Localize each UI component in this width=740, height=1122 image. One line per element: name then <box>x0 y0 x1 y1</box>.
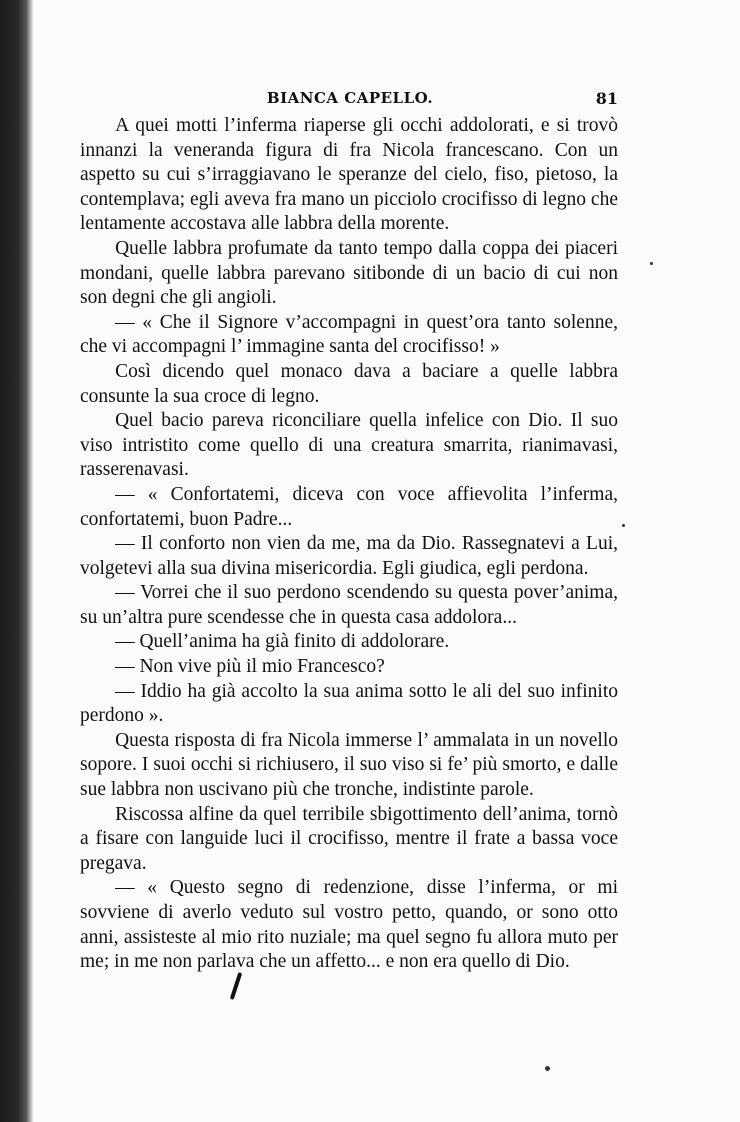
paragraph: — « Questo segno di redenzione, disse l’inferma, or mi sovviene di averlo veduto sul vostro petto, quando, or sono otto anni, assisteste al mio rito nuziale; ma quel segno fu allora muto per me; in me non parlava che un affetto... e non era quello di Dio. <box>80 877 618 973</box>
paragraph: Questa risposta di fra Nicola immerse l’ ammalata in un novello sopore. I suoi occhi si richiusero, il suo viso si fe’ più smorto, e dalle sue labbra non uscivano più che tronche, indistinte parole. <box>80 729 618 801</box>
body-text <box>80 114 618 975</box>
paragraph: — Il conforto non vien da me, ma da Dio. Rassegnatevi a Lui, volgetevi alla sua divina misericordia. Egli giudica, egli perdona. <box>80 533 618 579</box>
ink-speck <box>650 262 653 265</box>
running-title: BIANCA CAPELLO. <box>266 89 434 107</box>
paragraph: Così dicendo quel monaco dava a baciare a quelle labbra consunte la sua croce di legno. <box>80 360 618 407</box>
page-header <box>82 89 618 113</box>
paragraph: — « Confortatemi, diceva con voce affievolita l’inferma, confortatemi, buon Padre... <box>80 483 618 530</box>
paragraph: A quei motti l’inferma riaperse gli occhi addolorati, e si trovò innanzi la veneranda figura di fra Nicola francescano. Con un aspetto su cui s’irraggiavano le speranze del cielo, fiso, pietoso, la contemplava; egli aveva fra mano un picciolo crocifisso di legno che lentamente accostava alle labbra della morente. <box>80 115 618 235</box>
paragraph: Quel bacio pareva riconciliare quella infelice con Dio. Il suo viso intristito come quello di una creatura smarrita, rianimavasi, rasserenavasi. <box>80 410 618 481</box>
page-number: 81 <box>595 89 618 108</box>
ink-speck <box>545 1066 550 1071</box>
paragraph: Riscossa alfine da quel terribile sbigottimento dell’anima, tornò a fisare con languide luci il crocifisso, mentre il frate a bassa voce pregava. <box>80 803 618 874</box>
book-spine-shadow <box>0 0 34 1122</box>
paragraph: — « Che il Signore v’accompagni in quest’ora tanto solenne, che vi accompagni l’ immagine santa del crocifisso! » <box>80 311 618 358</box>
paragraph: — Quell’anima ha già finito di addolorare. <box>115 631 450 653</box>
paragraph: — Vorrei che il suo perdono scendendo su questa pover’anima, su un’altra pure scendesse che in questa casa addolora... <box>80 582 618 628</box>
paragraph: — Iddio ha già accolto la sua anima sotto le ali del suo infinito perdono ». <box>80 680 618 727</box>
paragraph: — Non vive più il mio Francesco? <box>115 656 385 678</box>
ink-speck <box>622 524 625 527</box>
paragraph: Quelle labbra profumate da tanto tempo dalla coppa dei piaceri mondani, quelle labbra parevano sitibonde di un bacio di cui non son degni che gli angioli. <box>80 237 618 309</box>
